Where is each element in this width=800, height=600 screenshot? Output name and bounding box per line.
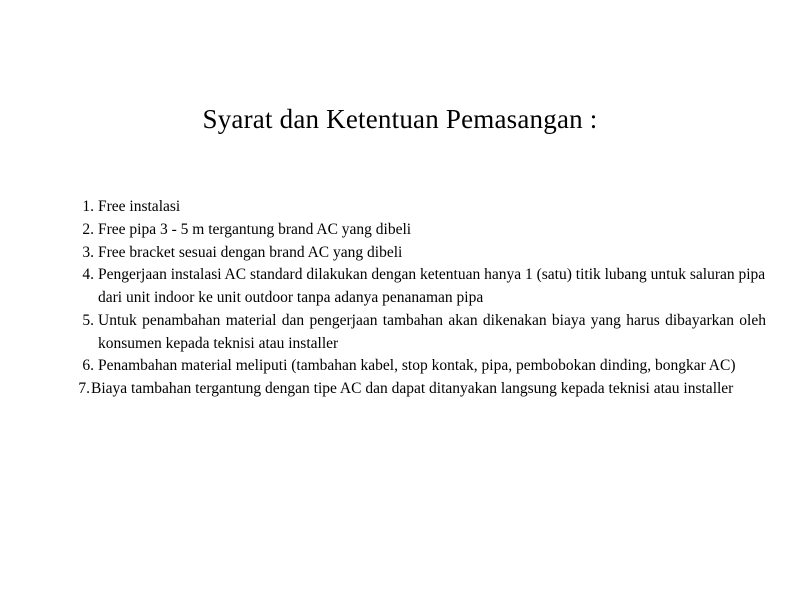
list-item [76, 242, 766, 265]
list-item-number: 2. [82, 220, 94, 238]
list-item-number: 3. [82, 243, 94, 261]
list-item [76, 378, 766, 401]
list-item-text: Free instalasi [98, 198, 181, 215]
list-item [76, 219, 766, 242]
list-item-text: Free pipa 3 - 5 m tergantung brand AC yang dibeli [98, 220, 412, 238]
terms-list [76, 196, 766, 401]
list-item [76, 196, 766, 219]
list-item-text: Biaya tambahan tergantung dengan tipe AC dan dapat ditanyakan langsung kepada teknisi atau installer [91, 380, 734, 398]
list-item-text: Penambahan material meliputi (tambahan kabel, stop kontak, pipa, pembobokan dinding, bongkar AC) [98, 357, 736, 375]
list-item-number: 7. [78, 380, 90, 398]
list-item-number: 5. [82, 311, 94, 329]
list-item-text: Untuk penambahan material dan pengerjaan tambahan akan dikenakan biaya yang harus dibayarkan oleh konsumen kepada teknisi atau installer [98, 311, 766, 352]
list-item-number: 1. [82, 198, 94, 215]
list-item-number: 4. [82, 266, 94, 284]
list-item [76, 264, 766, 310]
list-item [76, 355, 766, 378]
list-item-text: Pengerjaan instalasi AC standard dilakukan dengan ketentuan hanya 1 (satu) titik lubang untuk saluran pipa dari unit indoor ke unit outdoor tanpa adanya penanaman pipa [98, 266, 766, 307]
page-title: Syarat dan Ketentuan Pemasangan : [202, 104, 598, 134]
list-item-text: Free bracket sesuai dengan brand AC yang dibeli [98, 243, 403, 261]
list-item [76, 310, 766, 356]
list-item-number: 6. [82, 357, 94, 375]
